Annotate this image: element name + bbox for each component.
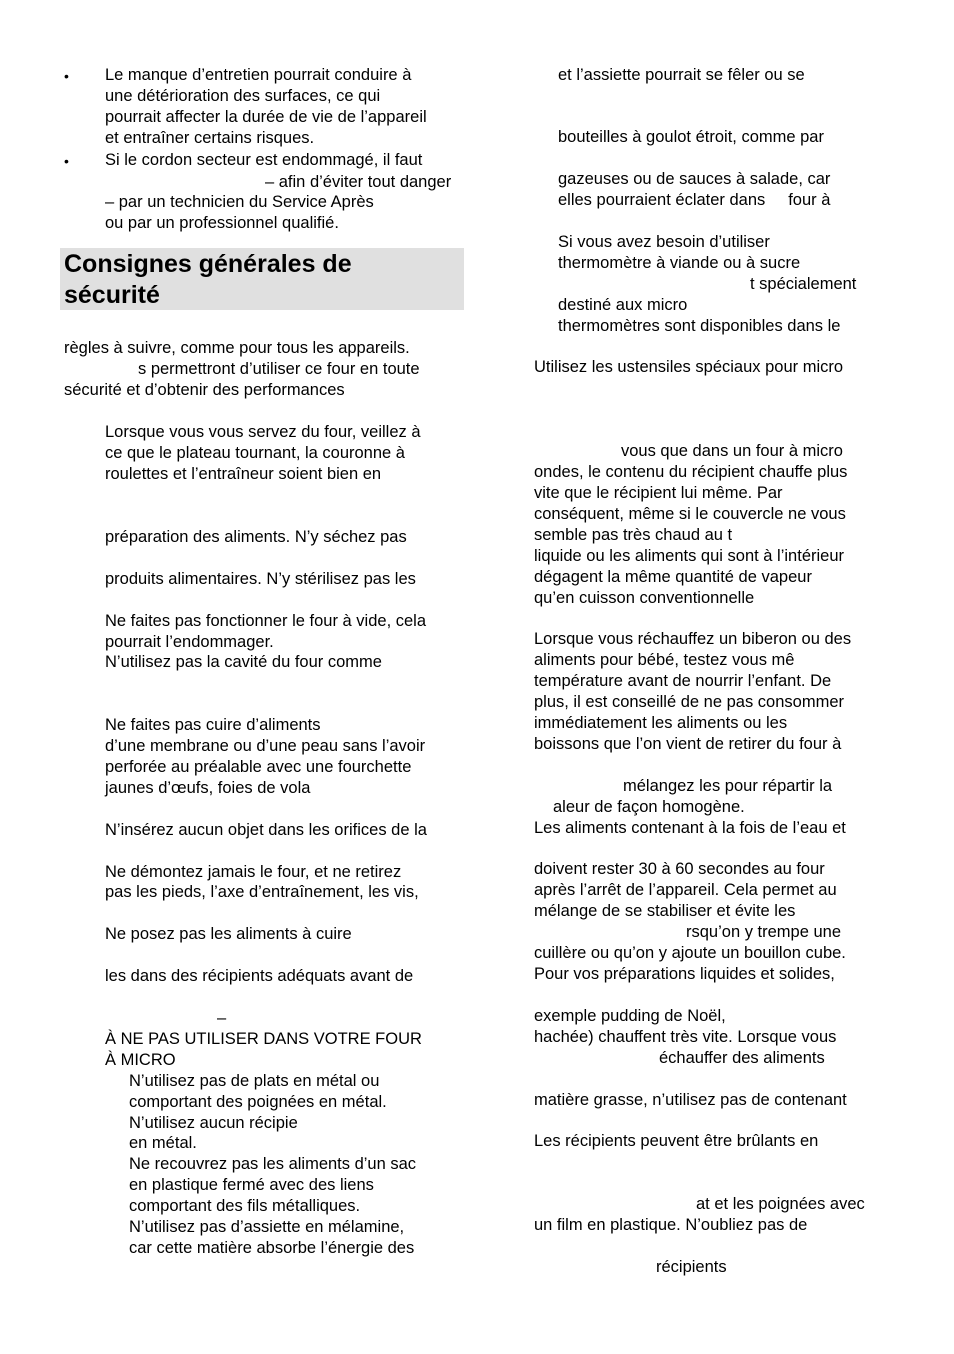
item-line: d’une membrane ou d’une peau sans l’avoir: [105, 737, 426, 755]
right-line: thermomètre à viande ou à sucre: [558, 254, 801, 272]
bullet-1-line-4: et entraîner certains risques.: [105, 129, 315, 147]
right-line: Pour vos préparations liquides et solides,: [534, 965, 835, 983]
right-line: gazeuses ou de sauces à salade, car: [558, 170, 831, 188]
right-line: destiné aux micro: [558, 296, 688, 314]
bullet-1-line-1: Le manque d’entretien pourrait conduire à: [105, 66, 412, 84]
right-line: cuillère ou qu’on y ajoute un bouillon cube.: [534, 944, 846, 962]
subitem-line: en métal.: [129, 1134, 197, 1152]
right-line: doivent rester 30 à 60 secondes au four: [534, 860, 825, 878]
right-line: bouteilles à goulot étroit, comme par: [558, 128, 824, 146]
subitem-line: comportant des fils métalliques.: [129, 1197, 361, 1215]
right-line: t spécialement: [750, 275, 857, 293]
item-line: jaunes d’œufs, foies de vola: [105, 779, 311, 797]
heading-line-2: sécurité: [64, 281, 160, 309]
right-line: température avant de nourrir l’enfant. De: [534, 672, 832, 690]
intro-line-2: s permettront d’utiliser ce four en toute: [138, 360, 420, 378]
right-line: mélange de se stabiliser et évite les: [534, 902, 796, 920]
right-line: immédiatement les aliments ou les: [534, 714, 788, 732]
right-line: Utilisez les ustensiles spéciaux pour micro: [534, 358, 844, 376]
subitem-line: N’utilisez pas de plats en métal ou: [129, 1072, 380, 1090]
right-line: at et les poignées avec: [696, 1195, 865, 1213]
item-line: N’utilisez pas la cavité du four comme: [105, 653, 382, 671]
item-line: Lorsque vous vous servez du four, veillez à: [105, 423, 421, 441]
item-line: les dans des récipients adéquats avant de: [105, 967, 414, 985]
bullet-2-line-3: – par un technicien du Service Après: [105, 193, 374, 211]
right-line: mélangez les pour répartir la: [623, 777, 833, 795]
bullet-2-line-4: ou par un professionnel qualifié.: [105, 214, 339, 232]
intro-line-3: sécurité et d’obtenir des performances: [64, 381, 345, 399]
right-line: semble pas très chaud au t: [534, 526, 733, 544]
right-line: elles pourraient éclater dans four à: [558, 191, 831, 209]
right-line: dégagent la même quantité de vapeur: [534, 568, 812, 586]
right-line: boissons que l’on vient de retirer du four à: [534, 735, 842, 753]
item-line: pourrait l’endommager.: [105, 633, 274, 651]
item-line: N’insérez aucun objet dans les orifices de la: [105, 821, 427, 839]
item-line: ce que le plateau tournant, la couronne à: [105, 444, 405, 462]
heading-line-1: Consignes générales de: [64, 250, 352, 278]
right-line: échauffer des aliments: [659, 1049, 825, 1067]
item-line: Ne faites pas fonctionner le four à vide, cela: [105, 612, 427, 630]
right-line: exemple pudding de Noël,: [534, 1007, 726, 1025]
subitem-line: N’utilisez aucun récipie: [129, 1114, 298, 1132]
right-line: thermomètres sont disponibles dans le: [558, 317, 841, 335]
right-line: plus, il est conseillé de ne pas consommer: [534, 693, 844, 711]
right-line: récipients: [656, 1258, 727, 1276]
bullet-symbol: •: [64, 68, 69, 84]
bullet-1-line-3: pourrait affecter la durée de vie de l’appareil: [105, 108, 427, 126]
item-line: Ne faites pas cuire d’aliments: [105, 716, 321, 734]
right-line: après l’arrêt de l’appareil. Cela permet au: [534, 881, 837, 899]
bullet-2-line-2: – afin d’éviter tout danger: [265, 173, 452, 191]
bullet-2-line-1: Si le cordon secteur est endommagé, il faut: [105, 151, 423, 169]
right-line: liquide ou les aliments qui sont à l’intérieur: [534, 547, 845, 565]
right-line: ondes, le contenu du récipient chauffe plus: [534, 463, 848, 481]
subitem-line: N’utilisez pas d’assiette en mélamine,: [129, 1218, 405, 1236]
subitem-line: comportant des poignées en métal.: [129, 1093, 387, 1111]
right-line: vite que le récipient lui même. Par: [534, 484, 783, 502]
right-line: un film en plastique. N’oubliez pas de: [534, 1216, 808, 1234]
intro-line-1: règles à suivre, comme pour tous les appareils.: [64, 339, 410, 357]
section-heading: [60, 248, 464, 310]
right-line: Les aliments contenant à la fois de l’eau et: [534, 819, 846, 837]
item-line: préparation des aliments. N’y séchez pas: [105, 528, 407, 546]
right-line: vous que dans un four à micro: [621, 442, 843, 460]
item-line: À MICRO: [105, 1051, 176, 1069]
right-line: Si vous avez besoin d’utiliser: [558, 233, 770, 251]
item-line: pas les pieds, l’axe d’entraînement, les vis,: [105, 883, 419, 901]
right-line: Lorsque vous réchauffez un biberon ou des: [534, 630, 852, 648]
right-line: matière grasse, n’utilisez pas de contenant: [534, 1091, 847, 1109]
right-line: rsqu’on y trempe une: [686, 923, 842, 941]
right-line: Les récipients peuvent être brûlants en: [534, 1132, 819, 1150]
item-line: –: [217, 1009, 227, 1027]
subitem-line: en plastique fermé avec des liens: [129, 1176, 374, 1194]
item-line: Ne posez pas les aliments à cuire: [105, 925, 352, 943]
item-line: produits alimentaires. N’y stérilisez pas les: [105, 570, 416, 588]
item-line: perforée au préalable avec une fourchette: [105, 758, 412, 776]
item-line: À NE PAS UTILISER DANS VOTRE FOUR: [105, 1030, 422, 1048]
right-line: aliments pour bébé, testez vous mê: [534, 651, 795, 669]
bullet-1-line-2: une détérioration des surfaces, ce qui: [105, 87, 381, 105]
subitem-line: Ne recouvrez pas les aliments d’un sac: [129, 1155, 417, 1173]
item-line: roulettes et l’entraîneur soient bien en: [105, 465, 382, 483]
right-line: hachée) chauffent très vite. Lorsque vous: [534, 1028, 837, 1046]
right-line: et l’assiette pourrait se fêler ou se: [558, 66, 805, 84]
subitem-line: car cette matière absorbe l’énergie des: [129, 1239, 415, 1257]
right-line: aleur de façon homogène.: [553, 798, 745, 816]
bullet-symbol: •: [64, 153, 69, 169]
item-line: Ne démontez jamais le four, et ne retirez: [105, 863, 402, 881]
right-line: qu’en cuisson conventionnelle: [534, 589, 755, 607]
right-line: conséquent, même si le couvercle ne vous: [534, 505, 846, 523]
